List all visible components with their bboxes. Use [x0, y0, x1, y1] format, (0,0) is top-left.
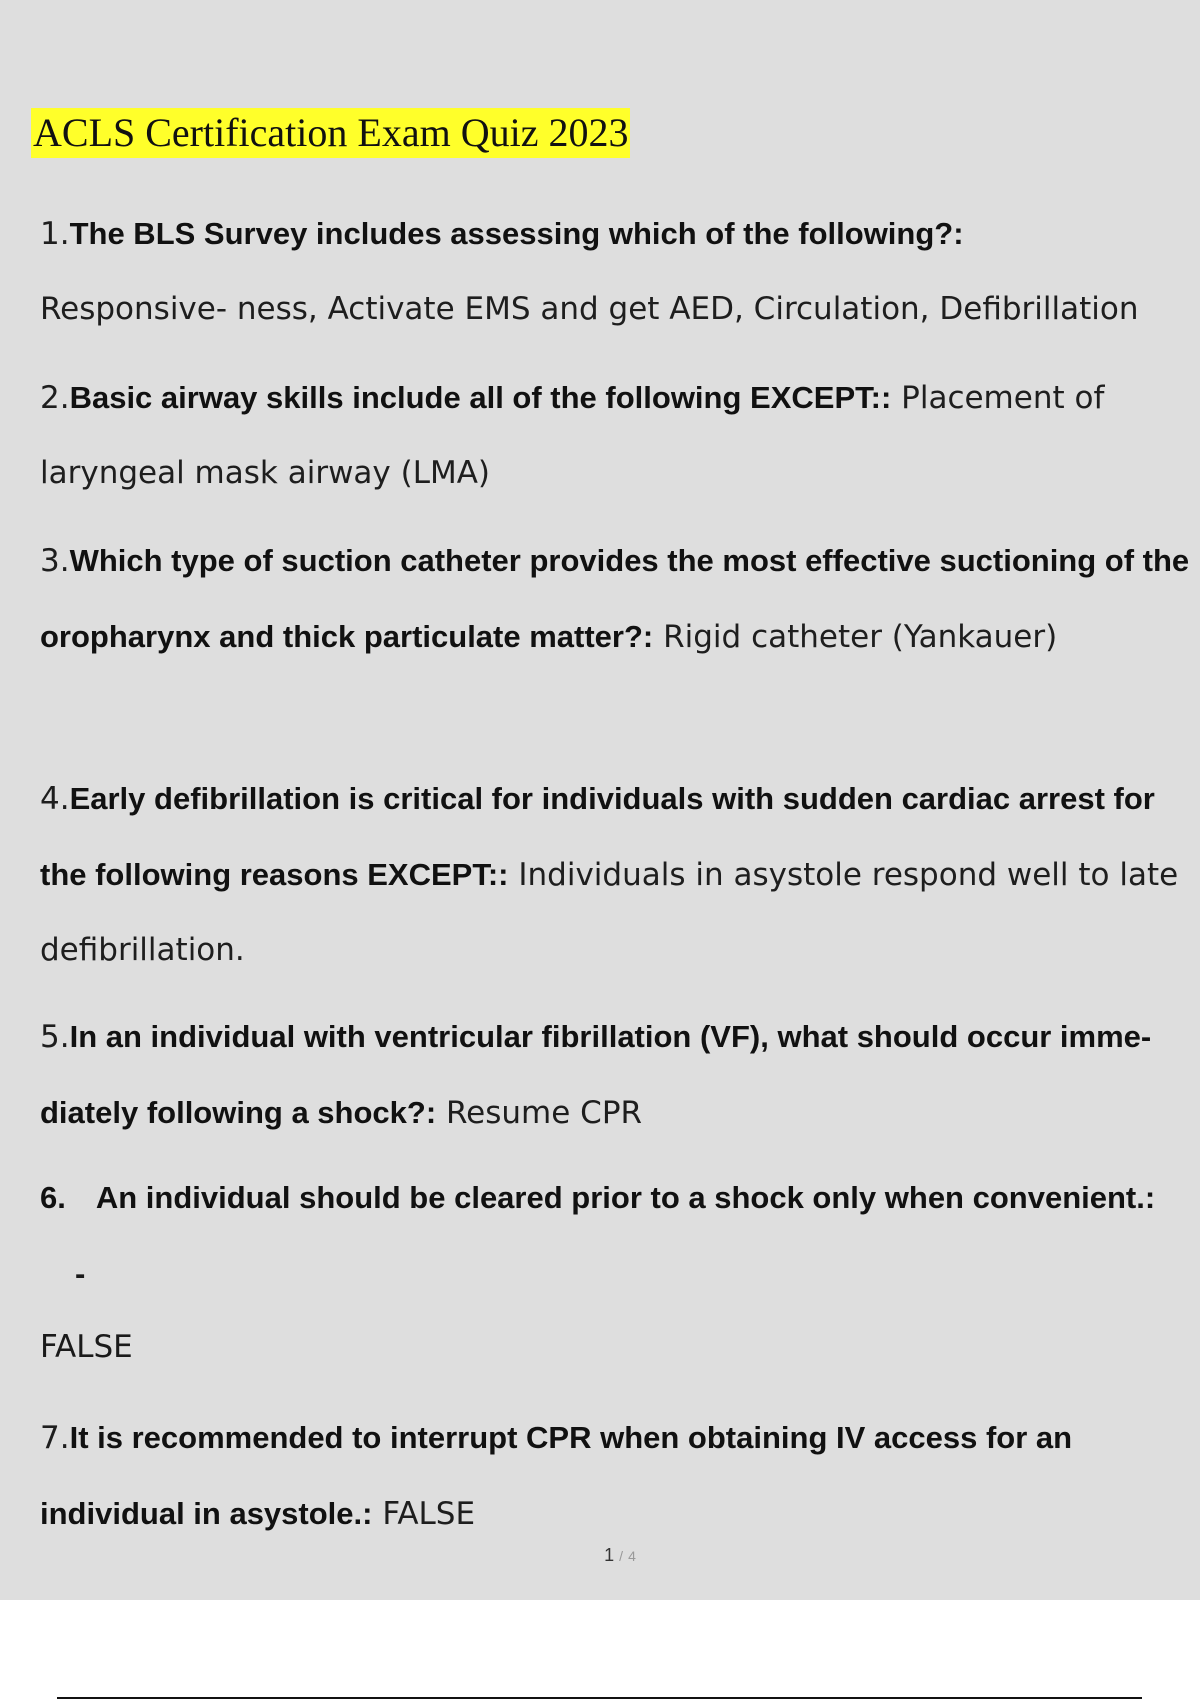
answer-text: Resume CPR	[446, 1095, 643, 1131]
answer-text: Placement of laryngeal mask airway (LMA)	[40, 380, 1105, 491]
page-indicator	[0, 1545, 1200, 1566]
answer-text: Rigid catheter (Yankauer)	[663, 619, 1058, 655]
answer-text: Individuals in asystole respond well to late defibrillation.	[40, 857, 1179, 968]
question-3	[40, 523, 1190, 675]
question-4	[40, 761, 1190, 988]
question-2	[40, 360, 1190, 511]
total-pages: 4	[628, 1548, 636, 1564]
question-number: 2.	[40, 380, 70, 416]
question-text: It is recommended to interrupt CPR when obtaining IV access for an individual in asystole.:	[40, 1420, 1073, 1531]
document-title: ACLS Certification Exam Quiz 2023	[31, 108, 630, 158]
question-number: 4.	[40, 781, 70, 817]
answer-text: FALSE	[382, 1496, 476, 1532]
question-6	[40, 1160, 1155, 1235]
question-text: In an individual with ventricular fibrillation (VF), what should occur imme- diately following a shock?:	[40, 1019, 1152, 1130]
question-number: 7.	[40, 1420, 70, 1456]
question-number: 5.	[40, 1019, 70, 1055]
question-text: Basic airway skills include all of the following EXCEPT::	[69, 380, 892, 415]
answer-text: Responsive- ness, Activate EMS and get AED, Circulation, Defibrillation	[40, 291, 1139, 327]
question-7	[40, 1400, 1190, 1552]
question-text: An individual should be cleared prior to a shock only when convenient.:	[95, 1180, 1156, 1215]
next-page-divider	[57, 1697, 1142, 1699]
question-number: 1.	[40, 216, 70, 252]
question-6-dash: -	[75, 1256, 86, 1291]
question-text: Which type of suction catheter provides the most effective suctioning of the oropharynx and thick particulate matter?:	[40, 543, 1190, 654]
current-page: 1	[604, 1545, 615, 1565]
page-separator: /	[619, 1548, 624, 1564]
question-5	[40, 999, 1190, 1151]
question-6-answer: FALSE	[40, 1329, 133, 1365]
question-text: Early defibrillation is critical for individuals with sudden cardiac arrest for the following reasons EXCEPT::	[40, 781, 1155, 892]
question-number: 6.	[40, 1180, 66, 1215]
question-1	[40, 196, 1190, 347]
question-number: 3.	[40, 543, 70, 579]
question-text: The BLS Survey includes assessing which of the following?:	[69, 216, 964, 251]
